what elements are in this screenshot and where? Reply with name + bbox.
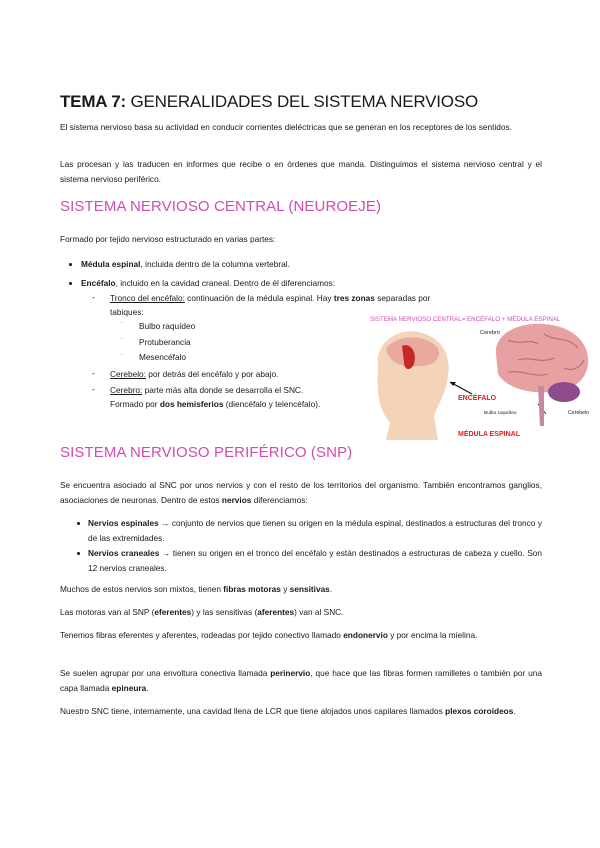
title-text: GENERALIDADES DEL SISTEMA NERVIOSO: [125, 92, 478, 111]
cerebellum-shape: [548, 382, 580, 402]
bold-term: aferentes: [257, 607, 295, 617]
bold-term: nervios: [221, 495, 252, 505]
bullet-text: , incluida dentro de la columna vertebral.: [140, 259, 290, 269]
sub-item-mesencefalo: Mesencéfalo: [139, 352, 187, 362]
bold-term: fibras motoras: [223, 584, 281, 594]
label-bulbo: Bulbo raquídeo: [484, 411, 517, 416]
paragraph-text: Las motoras van al SNP (: [60, 607, 155, 617]
dash-marker: -: [92, 292, 95, 302]
bullet-text: , incluido en la cavidad craneal. Dentro de él diferenciamos:: [115, 278, 336, 288]
bold-term: tres zonas: [333, 293, 375, 303]
item-text: separadas por: [374, 293, 431, 303]
item-text: parte más alta donde se desarrolla el SNC.: [142, 385, 304, 395]
bold-term: plexos coroideos: [445, 706, 514, 716]
dash-marker: -: [92, 368, 95, 378]
bold-term: perinervio: [270, 668, 311, 678]
snp-paragraph-5: [60, 666, 542, 696]
brain-figure: [368, 312, 600, 440]
label-cerebro: Cerebro: [480, 330, 500, 336]
brainstem-shape: [538, 386, 544, 426]
bullet-dot: [69, 282, 72, 285]
sub-marker: ·: [121, 336, 123, 342]
paragraph-text: .: [513, 706, 516, 716]
underlined-term: Cerebelo:: [110, 369, 146, 379]
paragraph-text: .: [146, 683, 149, 693]
label-encefalo: ENCÉFALO: [458, 395, 497, 402]
figure-caption: SISTEMA NERVIOSO CENTRAL= ENCÉFALO + MÉDULA ESPINAL: [370, 316, 561, 323]
snc-item-cerebelo: [110, 367, 278, 382]
paragraph-text: y: [280, 584, 290, 594]
underlined-term: Cerebro:: [110, 385, 143, 395]
intro-paragraph-2: Las procesan y las traducen en informes que recibe o en órdenes que manda. Distinguimos el sistema nervioso central y el sistema nervioso periférico.: [60, 159, 542, 184]
snc-bullet-encefalo: [81, 276, 335, 291]
brain-shape: [496, 324, 588, 393]
paragraph-text: Muchos de estos nervios son mixtos, tienen: [60, 584, 224, 594]
title-number: TEMA 7:: [60, 92, 126, 111]
paragraph-text: .: [329, 584, 333, 594]
label-medula: MÉDULA ESPINAL: [458, 431, 520, 438]
paragraph-text: Se encuentra asociado al SNC por unos nervios y con el resto de los territorios del organismo. También encontramos ganglios, asociaciones de neuronas. Dentro de estos: [60, 480, 542, 505]
bullet-dot: [77, 522, 80, 525]
sub-item-protuberancia: Protuberancia: [139, 337, 191, 347]
bullet-text: → conjunto de nervios que tienen su origen en la médula espinal, destinados a estructuras del tronco y de las extremidades.: [88, 518, 543, 543]
sub-marker: ·: [121, 352, 123, 358]
paragraph-text: y por encima la mielina.: [387, 630, 478, 640]
snp-heading: SISTEMA NERVIOSO PERIFÉRICO (SNP): [60, 444, 353, 461]
brain-illustration: [368, 312, 600, 440]
bullet-dot: [77, 552, 80, 555]
sub-item-bulbo: Bulbo raquídeo: [139, 321, 196, 331]
paragraph-text: Nuestro SNC tiene, internamente, una cavidad llena de LCR que tiene alojados unos capilares llamados: [60, 706, 446, 716]
snp-paragraph-6: [60, 704, 542, 719]
snp-bullet-craneales: [88, 546, 542, 576]
paragraph-text: Se suelen agrupar por una envoltura conectiva llamada: [60, 668, 271, 678]
bold-term: eferentes: [154, 607, 192, 617]
item-text: continuación de la médula espinal. Hay: [184, 293, 334, 303]
label-cerebelo: Cerebelo: [568, 410, 590, 416]
bullet-text: → tienen su origen en el tronco del encéfalo y están destinados a estructuras de cabeza y cuello. Son 12 nervios craneales.: [88, 548, 542, 573]
paragraph-text: Tenemos fibras eferentes y aferentes, rodeadas por tejido conectivo llamado: [60, 630, 344, 640]
sub-marker: ·: [121, 320, 123, 326]
dash-marker: -: [92, 384, 95, 394]
item-text: (diencéfalo y telencéfalo).: [223, 399, 321, 409]
page-title: [60, 92, 478, 112]
snp-bullet-espinales: [88, 516, 542, 546]
snc-heading: SISTEMA NERVIOSO CENTRAL (NEUROEJE): [60, 198, 382, 215]
snc-item-cerebro-line2: [110, 397, 320, 412]
snc-bullet-medula: [81, 257, 290, 272]
paragraph-text: , que hace que las fibras formen ramilletes o también por una capa llamada: [60, 668, 542, 693]
snp-paragraph-3: [60, 605, 542, 620]
snp-paragraph-1: [60, 478, 542, 508]
bold-term: Médula espinal: [81, 259, 141, 269]
item-text: Formado por: [110, 399, 160, 409]
snc-item-tronco-line2: tabiques:: [110, 307, 144, 317]
paragraph-text: ) van al SNC.: [294, 607, 344, 617]
snp-paragraph-2: [60, 582, 542, 597]
underlined-term: Tronco del encéfalo:: [110, 293, 185, 303]
bold-term: Encéfalo: [81, 278, 116, 288]
bold-term: Nervios espinales: [88, 518, 159, 528]
bold-term: epineura: [111, 683, 147, 693]
snc-lead: Formado por tejido nervioso estructurado en varias partes:: [60, 234, 276, 244]
paragraph-text: ) y las sensitivas (: [191, 607, 258, 617]
bold-term: endonervio: [343, 630, 388, 640]
snp-paragraph-4: [60, 628, 542, 643]
item-text: por detrás del encéfalo y por abajo.: [145, 369, 279, 379]
bold-term: sensitivas: [289, 584, 330, 594]
paragraph-text: diferenciamos:: [251, 495, 308, 505]
snc-item-cerebro: [110, 383, 368, 398]
bold-term: Nervios craneales: [88, 548, 160, 558]
bullet-dot: [69, 263, 72, 266]
intro-paragraph-1: El sistema nervioso basa su actividad en conducir corrientes dieléctricas que se generan en los receptores de los sentidos.: [60, 122, 512, 132]
bold-term: dos hemisferios: [159, 399, 224, 409]
snc-item-tronco: [110, 291, 515, 306]
